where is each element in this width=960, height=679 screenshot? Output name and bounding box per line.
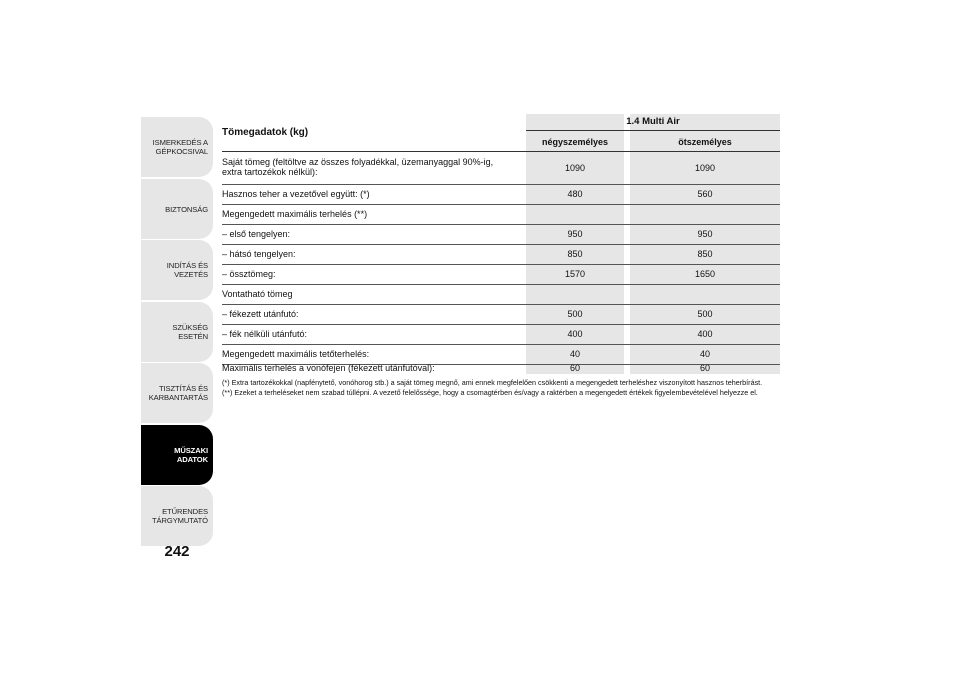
table-row	[222, 205, 780, 224]
value-cell: 950	[567, 229, 583, 239]
row-label-line: extra tartozékok nélkül):	[222, 167, 318, 177]
value-cell: 950	[697, 229, 713, 239]
column-header: négyszemélyes	[541, 137, 609, 147]
tab-label: GÉPKOCSIVAL	[155, 147, 208, 156]
tab-biztonsag[interactable]	[141, 179, 213, 239]
row-label-line: Saját tömeg (feltöltve az összes folyadékkal, üzemanyaggal 90%-ig,	[222, 157, 494, 167]
value-cell: 1090	[694, 163, 716, 173]
tab-inditas[interactable]	[141, 240, 213, 300]
value-cell: 1650	[694, 269, 716, 279]
value-cell: 480	[567, 189, 583, 199]
page-number: 242	[164, 543, 190, 560]
tab-label: SZÜKSÉG ESETÉN	[172, 323, 208, 341]
value-cell: 850	[567, 249, 583, 259]
table-row	[222, 360, 780, 374]
tab-muszaki-adatok[interactable]	[141, 425, 213, 485]
value-cell: 400	[697, 329, 713, 339]
tab-tisztitas[interactable]	[141, 363, 213, 423]
footnote: (**) Ezeket a terheléseket nem szabad túllépni. A vezető felelőssége, hogy a csomagtérben és/vagy a raktérben a megengedett értékek figyelembevételével helyezze el.	[222, 388, 758, 397]
tab-label: ISMERKEDÉS A	[152, 138, 208, 147]
row-label: Maximális terhelés a vonófejen (fékezett utánfutóval):	[222, 363, 435, 373]
tab-label: ADATOK	[176, 455, 208, 464]
table-title: Tömegadatok (kg)	[222, 127, 309, 138]
table-row	[222, 185, 780, 204]
table-row	[222, 245, 780, 264]
tab-label: TÁRGYMUTATÓ	[152, 516, 208, 525]
mass-data-table	[222, 114, 780, 374]
table-row	[222, 325, 780, 344]
tab-label: MŰSZAKI	[174, 446, 208, 455]
row-label: – első tengelyen:	[222, 229, 291, 239]
engine-header: 1.4 Multi Air	[626, 116, 680, 127]
table-row	[222, 152, 780, 184]
value-cell: 1090	[564, 163, 586, 173]
row-label: – fék nélküli utánfutó:	[222, 329, 308, 339]
value-cell: 60	[569, 363, 580, 373]
footnotes	[222, 378, 782, 398]
tab-label: INDÍTÁS ÉS VEZETÉS	[166, 261, 208, 279]
tab-szukseg[interactable]	[141, 302, 213, 362]
tab-label: BIZTONSÁG	[165, 204, 208, 214]
footnote: (*) Extra tartozékokkal (napfénytető, vonóhorog stb.) a saját tömeg megnő, ami ennek megfelelően csökkenti a megengedett terheléshez viszonyított hasznos teherbírást.	[222, 378, 763, 387]
table-row	[222, 305, 780, 324]
value-cell: 560	[697, 189, 713, 199]
header-divider	[526, 130, 780, 131]
column-header: ötszemélyes	[678, 137, 732, 147]
tab-ismerkedes[interactable]	[141, 117, 213, 177]
row-label: – össztömeg:	[222, 269, 276, 279]
tab-label: KARBANTARTÁS	[148, 393, 208, 402]
row-label: Megengedett maximális tetőterhelés:	[222, 349, 370, 359]
value-cell: 500	[697, 309, 713, 319]
value-cell: 40	[569, 349, 580, 359]
value-cell: 850	[697, 249, 713, 259]
table-row	[222, 285, 780, 304]
row-label: Vontatható tömeg	[222, 289, 293, 299]
table-row	[222, 265, 780, 284]
value-cell: 60	[699, 363, 710, 373]
tab-label: ETŰRENDES	[162, 507, 208, 516]
value-cell: 400	[567, 329, 583, 339]
row-label	[222, 157, 518, 177]
value-cell: 40	[699, 349, 710, 359]
value-cell: 500	[567, 309, 583, 319]
row-label: Megengedett maximális terhelés (**)	[222, 209, 368, 219]
row-label: Hasznos teher a vezetővel együtt: (*)	[222, 189, 370, 199]
tab-targymutato[interactable]	[141, 486, 213, 546]
table-row	[222, 225, 780, 244]
row-label: – fékezett utánfutó:	[222, 309, 299, 319]
value-cell: 1570	[564, 269, 586, 279]
tab-label: TISZTÍTÁS ÉS	[158, 384, 208, 393]
row-label: – hátsó tengelyen:	[222, 249, 296, 259]
